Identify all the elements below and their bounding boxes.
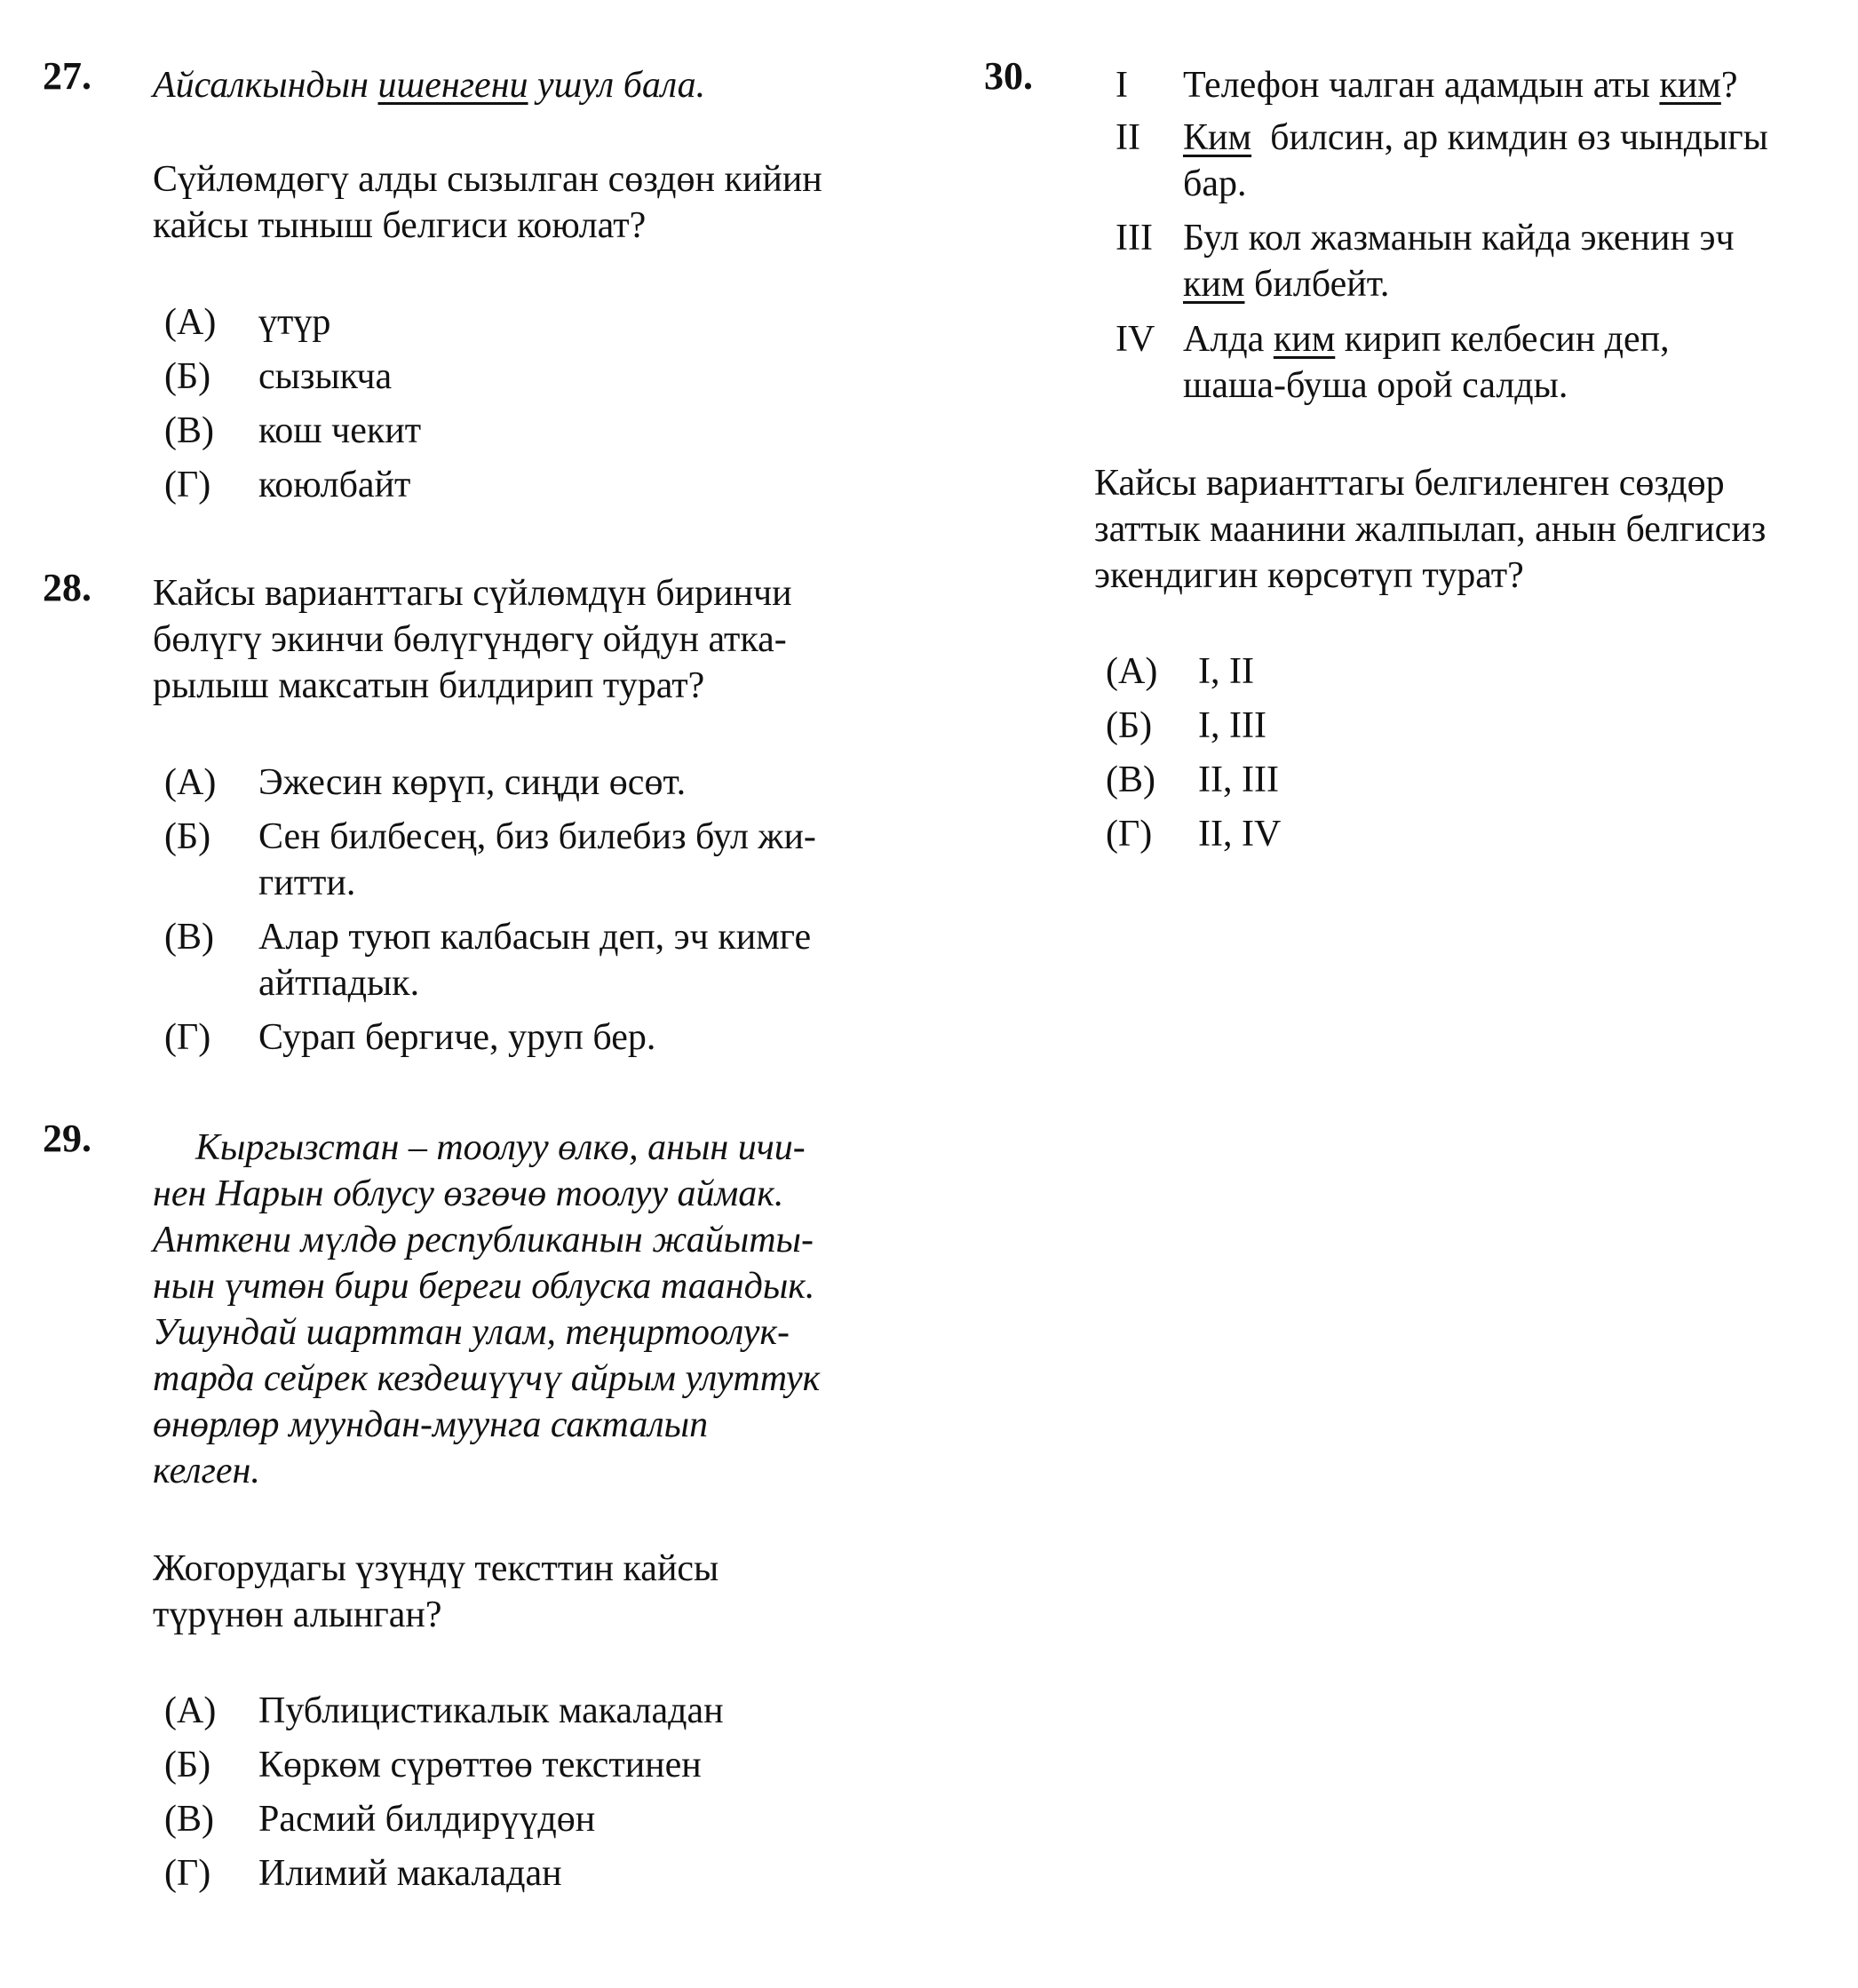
passage-line: Кыргызстан – тоолуу өлкө, анын ичи- [195, 1127, 806, 1168]
statement-iii: Бул кол жазманын кайда экенин эч [1183, 218, 1735, 258]
statement-ii [1183, 115, 1768, 161]
option-text: II, III [1198, 759, 1279, 800]
option-label: (В) [1106, 759, 1155, 800]
statement-text: билсин, ар кимдин өз чындыгы [1251, 117, 1768, 158]
passage-line: нен Нарын облусу өзгөчө тоолуу аймак. [153, 1173, 784, 1214]
option-label: (В) [164, 1799, 214, 1840]
option-text: үтүр [258, 302, 331, 343]
underlined-word: ишенгени [377, 65, 528, 106]
question-27-text-line: кайсы тыныш белгиси коюлат? [153, 205, 647, 246]
option-text: Публицистикалык макаладан [258, 1690, 724, 1731]
statement-iv-line2: шаша-буша орой салды. [1183, 365, 1568, 406]
option-text: I, II [1198, 651, 1254, 692]
option-text: гитти. [258, 863, 356, 903]
question-27-text-line: Сүйлөмдөгү алды сызылган сөздөн кийин [153, 159, 822, 200]
option-text: II, IV [1198, 814, 1282, 855]
question-30-number: 30. [984, 54, 1033, 98]
sentence-text: ушул бала. [528, 65, 706, 106]
option-text: сызыкча [258, 356, 393, 397]
question-29-number: 29. [43, 1117, 91, 1160]
question-30-text-line: заттык маанини жалпылап, анын белгисиз [1094, 509, 1767, 550]
underlined-word: ким [1273, 319, 1336, 360]
question-28-text-line: бөлүгү экинчи бөлүгүндөгү ойдун атка- [153, 619, 787, 660]
statement-text: ? [1720, 65, 1738, 106]
question-29-text-line: Жогорудагы үзүндү тексттин кайсы [153, 1548, 719, 1589]
option-label: (В) [164, 410, 214, 451]
option-text: Көркөм сүрөттөө текстинен [258, 1745, 702, 1785]
statement-ii-line2: бар. [1183, 163, 1247, 204]
option-text: коюлбайт [258, 465, 411, 505]
option-label: (А) [1106, 651, 1158, 692]
option-label: (Г) [164, 1017, 211, 1058]
question-30-text-line: Кайсы варианттагы белгиленген сөздөр [1094, 463, 1725, 504]
option-text: Сен билбесең, биз билебиз бул жи- [258, 816, 816, 857]
question-28-text-line: рылыш максатын билдирип турат? [153, 665, 705, 706]
statement-iii-line2 [1183, 261, 1389, 307]
passage-line: өнөрлөр муундан-муунга сакталып [153, 1404, 709, 1445]
statement-text: кирип келбесин деп, [1335, 319, 1670, 360]
underlined-word: ким [1659, 65, 1721, 106]
option-text: Илимий макаладан [258, 1853, 562, 1894]
option-label: (А) [164, 1690, 217, 1731]
statement-numeral-iv: IV [1116, 319, 1155, 360]
option-label: (Б) [164, 356, 211, 397]
passage-line: Анткени мүлдө республиканын жайыты- [153, 1220, 814, 1260]
option-text: Расмий билдирүүдөн [258, 1799, 596, 1840]
question-28-text-line: Кайсы варианттагы сүйлөмдүн биринчи [153, 573, 792, 614]
option-text: Сурап бергиче, уруп бер. [258, 1017, 656, 1058]
underlined-word: ким [1183, 264, 1245, 305]
option-text: Эжесин көрүп, сиңди өсөт. [258, 762, 687, 803]
statement-text: Телефон чалган адамдын аты [1183, 65, 1660, 106]
statement-numeral-iii: III [1116, 218, 1153, 258]
option-label: (Г) [164, 1853, 211, 1894]
question-28-number: 28. [43, 566, 91, 609]
underlined-word: Ким [1183, 117, 1252, 158]
option-label: (А) [164, 302, 217, 343]
sentence-text: Айсалкындын [153, 65, 378, 106]
option-text: I, III [1198, 705, 1266, 746]
option-label: (Г) [1106, 814, 1153, 855]
passage-line: тарда сейрек кездешүүчү айрым улуттук [153, 1358, 821, 1399]
passage-line: Ушундай шарттан улам, теңиртоолук- [153, 1312, 790, 1353]
option-text: айтпадык. [258, 963, 420, 1004]
passage-line: келген. [153, 1451, 260, 1491]
option-text: Алар туюп калбасын деп, эч кимге [258, 917, 812, 958]
question-27-number: 27. [43, 54, 91, 98]
question-30-text-line: экендигин көрсөтүп турат? [1094, 555, 1524, 596]
statement-text: билбейт. [1244, 264, 1390, 305]
statement-text: Алда [1183, 319, 1274, 360]
option-label: (А) [164, 762, 217, 803]
option-label: (Г) [164, 465, 211, 505]
statement-numeral-i: I [1116, 65, 1128, 106]
statement-i [1183, 62, 1738, 108]
passage-line: нын үчтөн бири береги облуска таандык. [153, 1266, 815, 1307]
option-label: (Б) [164, 816, 211, 857]
question-27-sentence [153, 62, 705, 108]
statement-iv [1183, 316, 1670, 362]
option-label: (Б) [1106, 705, 1153, 746]
question-29-text-line: түрүнөн алынган? [153, 1594, 442, 1635]
option-label: (В) [164, 917, 214, 958]
option-label: (Б) [164, 1745, 211, 1785]
statement-numeral-ii: II [1116, 117, 1140, 158]
option-text: кош чекит [258, 410, 422, 451]
